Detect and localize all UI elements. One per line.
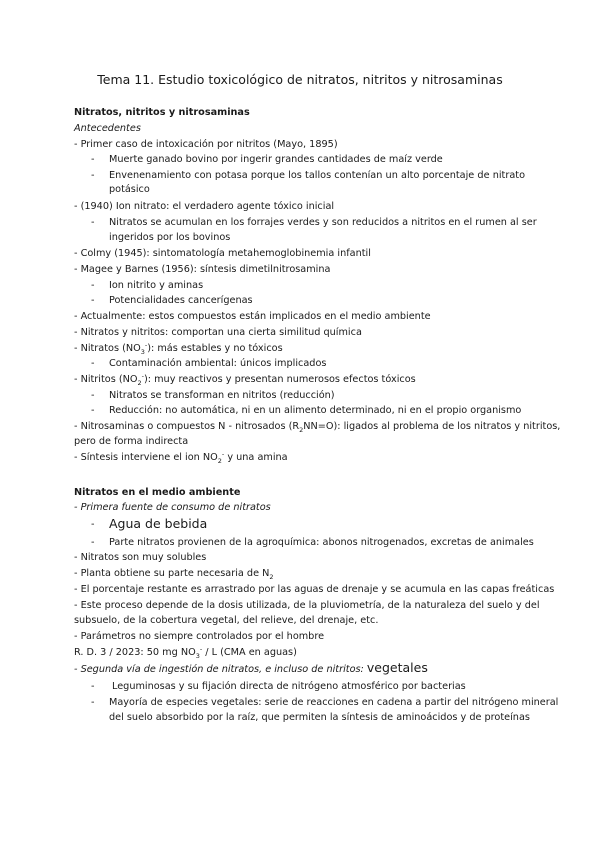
list-item: - El porcentaje restante es arrastrado por las aguas de drenaje y se acumula en las capas freáticas <box>74 584 555 595</box>
list-item-continuation: ingeridos por los bovinos <box>109 232 231 243</box>
bullet-dash: - <box>91 681 95 692</box>
bullet-dash: - <box>91 217 95 228</box>
bullet-dash: - <box>91 697 95 708</box>
list-item: - Nitratos y nitritos: comportan una cierta similitud química <box>74 327 362 338</box>
list-item: Potencialidades cancerígenas <box>109 295 253 306</box>
list-item: - Nitratos son muy solubles <box>74 552 207 563</box>
list-item-nitratos: - Nitratos $(NO_3^-)$: más estables y no tóxicos <box>74 340 283 356</box>
list-item-planta: - Planta obtiene su parte necesaria de $N_2$ <box>74 568 274 581</box>
bullet-dash: - <box>91 537 95 548</box>
list-item: - Colmy (1945): sintomatología metahemoglobinemia infantil <box>74 248 371 259</box>
list-item: Envenenamiento con potasa porque los tallos contenían un alto porcentaje de nitrato <box>109 170 525 181</box>
subheading-antecedentes: Antecedentes <box>74 123 141 134</box>
list-item: Reducción: no automática, ni en un alimento determinado, ni en el propio organismo <box>109 405 522 416</box>
list-item: Nitratos se acumulan en los forrajes verdes y son reducidos a nitritos en el rumen al ser <box>109 217 537 228</box>
list-item: - Magee y Barnes (1956): síntesis dimetilnitrosamina <box>74 264 331 275</box>
list-item: Leguminosas y su fijación directa de nitrógeno atmosférico por bacterias <box>112 681 466 692</box>
list-item: - Este proceso depende de la dosis utilizada, de la pluviometría, de la naturaleza del suelo y del <box>74 600 540 611</box>
list-item-nitrosaminas: - Nitrosaminas o compuestos N - nitrosados $(R_2NN=O)$: ligados al problema de los nitratos y nitritos, <box>74 421 561 434</box>
list-item: Nitratos se transforman en nitritos (reducción) <box>109 390 335 401</box>
bullet-dash: - <box>91 519 95 530</box>
list-item-agua-de-bebida: Agua de bebida <box>109 516 208 531</box>
list-item: - Parámetros no siempre controlados por el hombre <box>74 631 325 642</box>
list-item: - (1940) Ion nitrato: el verdadero agente tóxico inicial <box>74 201 335 212</box>
list-item: Mayoría de especies vegetales: serie de reacciones en cadena a partir del nitrógeno mineral <box>109 697 559 708</box>
list-item: - Actualmente: estos compuestos están implicados en el medio ambiente <box>74 311 431 322</box>
list-item-continuation: subsuelo, de la cobertura vegetal, del relieve, del drenaje, etc. <box>74 615 379 626</box>
list-item: Ion nitrito y aminas <box>109 280 204 291</box>
list-item-continuation: del suelo absorbido por la raíz, que permiten la síntesis de aminoácidos y de proteínas <box>109 712 530 723</box>
bullet-dash: - <box>91 405 95 416</box>
list-item: Muerte ganado bovino por ingerir grandes cantidades de maíz verde <box>109 154 443 165</box>
list-item-real-decreto: R. D. 3 / 2023: 50 mg $NO_3^-$ / L (CMA en aguas) <box>74 644 297 660</box>
bullet-dash: - <box>91 390 95 401</box>
list-item: Parte nitratos provienen de la agroquímica: abonos nitrogenados, excretas de animales <box>109 537 534 548</box>
list-item: - Primera fuente de consumo de nitratos <box>74 502 271 513</box>
list-item-continuation: potásico <box>109 184 150 195</box>
list-item-sintesis: - Síntesis interviene el ion $NO_2^-$ y una amina <box>74 449 288 465</box>
bullet-dash: - <box>91 358 95 369</box>
section-heading-nitratos: Nitratos, nitritos y nitrosaminas <box>74 107 250 118</box>
list-item-continuation: pero de forma indirecta <box>74 436 189 447</box>
list-item-nitritos: - Nitritos $(NO_2^-)$: muy reactivos y presentan numerosos efectos tóxicos <box>74 371 416 387</box>
bullet-dash: - <box>91 280 95 291</box>
list-item: - Primer caso de intoxicación por nitritos (Mayo, 1895) <box>74 139 338 150</box>
bullet-dash: - <box>91 170 95 181</box>
list-item-segunda-via: - Segunda vía de ingestión de nitratos, e incluso de nitritos: vegetales <box>74 660 428 675</box>
bullet-dash: - <box>91 154 95 165</box>
bullet-dash: - <box>91 295 95 306</box>
section-heading-medio-ambiente: Nitratos en el medio ambiente <box>74 487 241 498</box>
list-item: Contaminación ambiental: únicos implicados <box>109 358 327 369</box>
page-title: Tema 11. Estudio toxicológico de nitratos, nitritos y nitrosaminas <box>97 72 503 87</box>
